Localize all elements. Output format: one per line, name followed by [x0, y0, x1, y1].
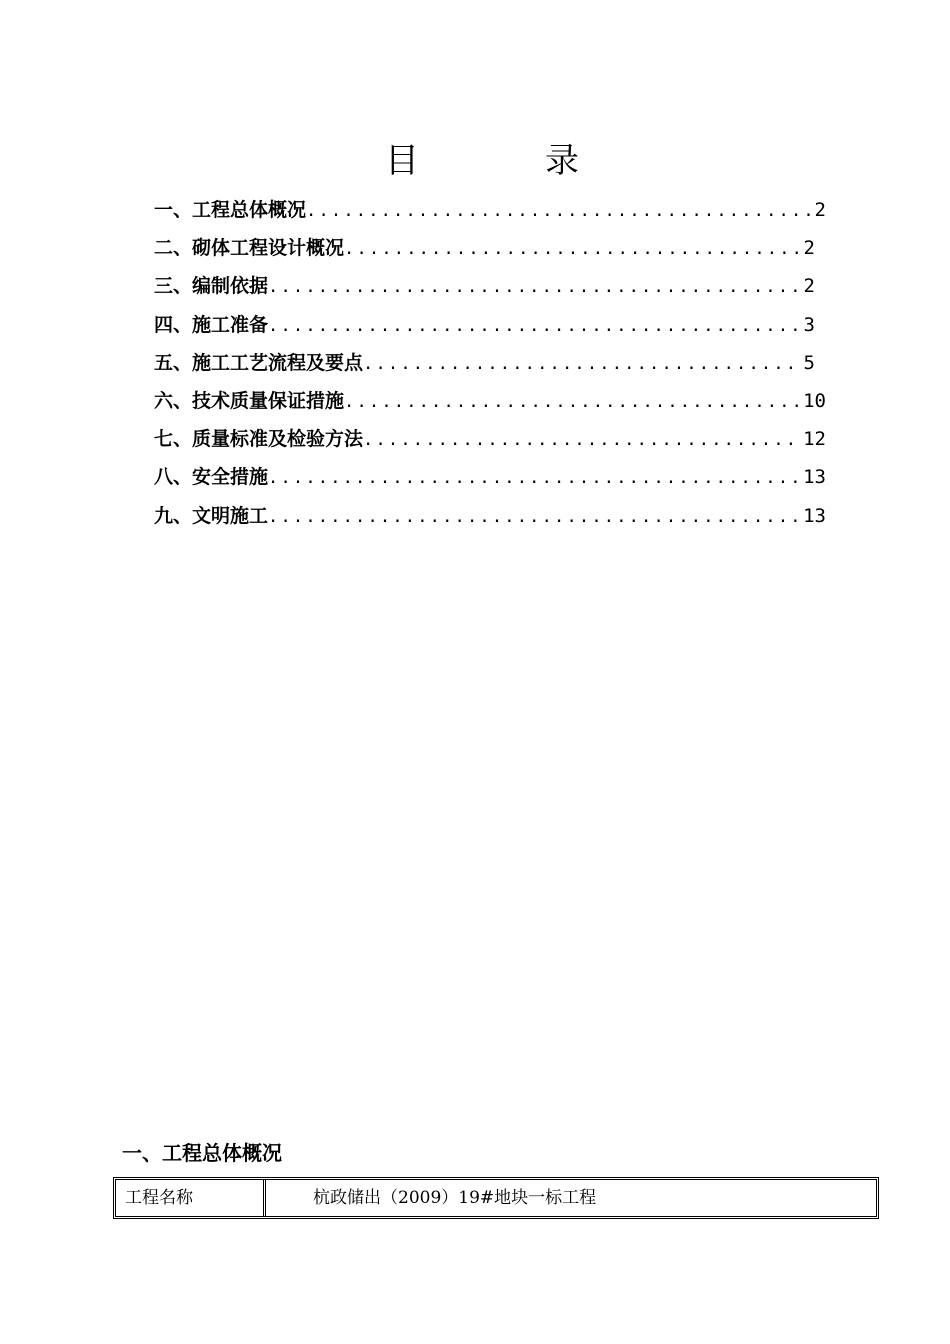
toc-item-page: 3: [803, 313, 815, 336]
toc-item-label: 五、施工工艺流程及要点: [154, 351, 364, 374]
toc-item-label: 八、安全措施: [154, 466, 269, 489]
toc-item-label: 一、工程总体概况: [154, 199, 307, 221]
toc-dot-leader: [268, 268, 802, 306]
section-heading: 一、工程总体概况: [122, 1141, 282, 1165]
toc-dot-leader: [344, 383, 801, 421]
toc-item-page: 2: [803, 275, 815, 298]
toc-item[interactable]: [154, 229, 826, 267]
toc-item-page: 13: [803, 466, 826, 489]
toc-dot-leader: [268, 307, 802, 345]
toc-item[interactable]: [154, 420, 826, 458]
toc-item-label: 九、文明施工: [154, 504, 269, 527]
toc-item[interactable]: [154, 344, 826, 382]
toc-item[interactable]: [154, 267, 826, 305]
toc-item[interactable]: [154, 458, 826, 496]
toc-item-page: 13: [803, 504, 826, 527]
toc-item[interactable]: [154, 497, 826, 535]
toc-item-label: 六、技术质量保证措施: [154, 389, 345, 412]
project-name-label: 工程名称: [116, 1180, 266, 1216]
toc-item[interactable]: [154, 306, 826, 344]
toc-item-label: 四、施工准备: [154, 313, 269, 336]
toc-item-page: 12: [803, 428, 826, 451]
toc-dot-leader: [344, 230, 802, 268]
toc-item[interactable]: [154, 191, 826, 229]
toc-dot-leader: [268, 459, 801, 497]
toc-dot-leader: [306, 192, 813, 230]
toc-dot-leader: [363, 345, 802, 383]
toc-item[interactable]: [154, 382, 826, 420]
toc-item-page: 5: [803, 351, 815, 374]
toc-item-page: 10: [803, 389, 826, 412]
toc-dot-leader: [268, 498, 801, 536]
toc-item-page: 2: [803, 237, 815, 260]
toc-list: [154, 191, 826, 535]
toc-item-label: 二、砌体工程设计概况: [154, 237, 345, 260]
project-info-table: [113, 1177, 879, 1219]
toc-item-label: 三、编制依据: [154, 275, 269, 298]
toc-item-page: 2: [814, 199, 826, 221]
toc-item-label: 七、质量标准及检验方法: [154, 428, 364, 451]
table-row: [116, 1180, 876, 1216]
toc-dot-leader: [363, 421, 801, 459]
toc-title: 目 录: [385, 140, 625, 181]
project-name-value: 杭政储出（2009）19#地块一标工程: [313, 1188, 597, 1208]
